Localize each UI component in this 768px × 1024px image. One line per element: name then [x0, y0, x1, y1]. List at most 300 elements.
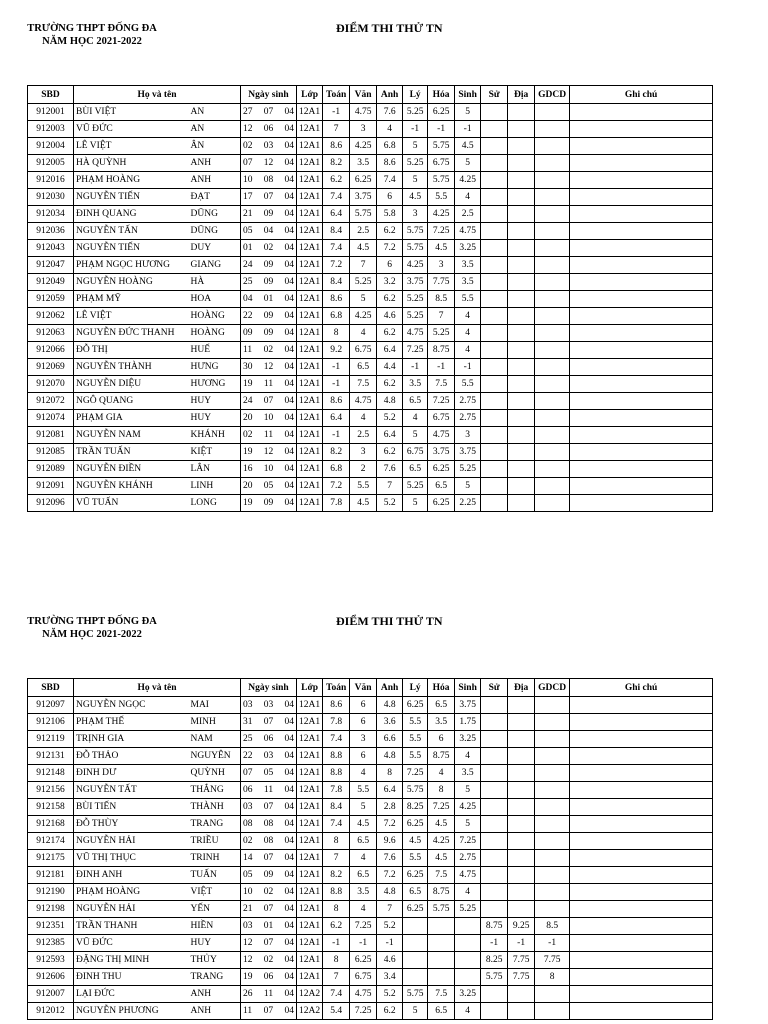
- note-cell: [570, 206, 713, 223]
- literature-score-cell: 6.5: [350, 867, 377, 884]
- english-score-cell: 4.8: [377, 697, 403, 714]
- literature-score-cell: 4.25: [350, 308, 377, 325]
- geography-score-cell: [508, 189, 535, 206]
- note-cell: [570, 884, 713, 901]
- given-name-cell: HƯNG: [189, 359, 241, 376]
- dob-year: 04: [284, 277, 294, 287]
- sbd-cell: 912593: [28, 952, 74, 969]
- surname-cell: TRỊNH GIA: [74, 731, 189, 748]
- math-score-cell: 6.4: [323, 410, 350, 427]
- history-score-cell: [481, 155, 508, 172]
- table-row: [28, 952, 713, 969]
- geography-score-cell: 9.25: [508, 918, 535, 935]
- literature-score-cell: 6: [350, 714, 377, 731]
- dob-cell: [241, 138, 297, 155]
- physics-score-cell: 5: [403, 427, 428, 444]
- english-score-cell: 6.2: [377, 376, 403, 393]
- geography-score-cell: [508, 393, 535, 410]
- note-cell: [570, 478, 713, 495]
- surname-cell: ĐỖ THÙY: [74, 816, 189, 833]
- physics-score-cell: 6.25: [403, 816, 428, 833]
- literature-score-cell: 5.5: [350, 782, 377, 799]
- english-score-cell: 4: [377, 121, 403, 138]
- biology-score-cell: [455, 952, 481, 969]
- civics-score-cell: [535, 1003, 570, 1020]
- english-score-cell: 7.2: [377, 816, 403, 833]
- history-score-cell: [481, 765, 508, 782]
- civics-score-cell: [535, 342, 570, 359]
- history-score-cell: [481, 986, 508, 1003]
- surname-cell: PHẠM HOÀNG: [74, 172, 189, 189]
- history-score-cell: [481, 478, 508, 495]
- chemistry-score-cell: [428, 969, 455, 986]
- physics-score-cell: 5.75: [403, 986, 428, 1003]
- literature-score-cell: 4: [350, 325, 377, 342]
- class-cell: 12A1: [297, 223, 323, 240]
- note-cell: [570, 138, 713, 155]
- civics-score-cell: [535, 172, 570, 189]
- math-score-cell: 8.4: [323, 799, 350, 816]
- chemistry-score-cell: 6.25: [428, 104, 455, 121]
- math-score-cell: 8.6: [323, 138, 350, 155]
- class-cell: 12A2: [297, 1003, 323, 1020]
- dob-year: 04: [284, 311, 294, 321]
- dob-cell: [241, 918, 297, 935]
- dob-day: 21: [243, 904, 253, 914]
- dob-day: 17: [243, 192, 253, 202]
- chemistry-score-cell: 6.5: [428, 478, 455, 495]
- dob-year: 04: [284, 294, 294, 304]
- physics-score-cell: 6.25: [403, 697, 428, 714]
- dob-day: 24: [243, 396, 253, 406]
- note-cell: [570, 410, 713, 427]
- geography-score-cell: [508, 816, 535, 833]
- note-cell: [570, 189, 713, 206]
- geography-score-cell: [508, 748, 535, 765]
- table-body: [28, 697, 713, 1020]
- dob-year: 04: [284, 751, 294, 761]
- dob-day: 12: [243, 124, 253, 134]
- physics-score-cell: 5: [403, 1003, 428, 1020]
- physics-score-cell: 5.75: [403, 782, 428, 799]
- table-row: [28, 714, 713, 731]
- math-score-cell: 7.4: [323, 189, 350, 206]
- sbd-cell: 912351: [28, 918, 74, 935]
- math-score-cell: -1: [323, 427, 350, 444]
- surname-cell: TRẦN THANH: [74, 918, 189, 935]
- geography-score-cell: [508, 444, 535, 461]
- literature-score-cell: 4: [350, 850, 377, 867]
- note-cell: [570, 308, 713, 325]
- dob-month: 07: [263, 938, 274, 948]
- column-header: Họ và tên: [74, 679, 241, 697]
- chemistry-score-cell: 3.5: [428, 714, 455, 731]
- sbd-cell: 912085: [28, 444, 74, 461]
- class-cell: 12A1: [297, 376, 323, 393]
- biology-score-cell: 2.5: [455, 206, 481, 223]
- physics-score-cell: 6.25: [403, 901, 428, 918]
- biology-score-cell: 5: [455, 104, 481, 121]
- column-header: Sinh: [455, 679, 481, 697]
- physics-score-cell: 6.25: [403, 867, 428, 884]
- history-score-cell: -1: [481, 935, 508, 952]
- sbd-cell: 912001: [28, 104, 74, 121]
- note-cell: [570, 240, 713, 257]
- table-row: [28, 918, 713, 935]
- chemistry-score-cell: 5.75: [428, 901, 455, 918]
- history-score-cell: [481, 799, 508, 816]
- geography-score-cell: [508, 291, 535, 308]
- given-name-cell: DUY: [189, 240, 241, 257]
- note-cell: [570, 816, 713, 833]
- table-row: [28, 155, 713, 172]
- school-year: NĂM HỌC 2021-2022: [42, 36, 142, 47]
- literature-score-cell: 5: [350, 291, 377, 308]
- dob-day: 20: [243, 481, 253, 491]
- note-cell: [570, 918, 713, 935]
- dob-cell: [241, 291, 297, 308]
- chemistry-score-cell: 4.5: [428, 816, 455, 833]
- table-row: [28, 359, 713, 376]
- class-cell: 12A1: [297, 257, 323, 274]
- sbd-cell: 912047: [28, 257, 74, 274]
- biology-score-cell: 3.75: [455, 444, 481, 461]
- dob-month: 11: [263, 989, 274, 999]
- english-score-cell: 5.2: [377, 986, 403, 1003]
- note-cell: [570, 1003, 713, 1020]
- sbd-cell: 912012: [28, 1003, 74, 1020]
- dob-year: 04: [284, 396, 294, 406]
- civics-score-cell: [535, 478, 570, 495]
- geography-score-cell: [508, 731, 535, 748]
- biology-score-cell: 3.25: [455, 731, 481, 748]
- surname-cell: NGUYỄN HẢI: [74, 833, 189, 850]
- dob-month: 08: [263, 819, 274, 829]
- history-score-cell: [481, 427, 508, 444]
- history-score-cell: [481, 257, 508, 274]
- column-header: Sử: [481, 679, 508, 697]
- column-header: Họ và tên: [74, 86, 241, 104]
- class-cell: 12A1: [297, 714, 323, 731]
- biology-score-cell: 3.25: [455, 986, 481, 1003]
- class-cell: 12A1: [297, 274, 323, 291]
- column-header: Văn: [350, 679, 377, 697]
- literature-score-cell: 6.75: [350, 969, 377, 986]
- dob-cell: [241, 697, 297, 714]
- dob-cell: [241, 935, 297, 952]
- table-row: [28, 104, 713, 121]
- physics-score-cell: 5.25: [403, 478, 428, 495]
- dob-month: 07: [263, 853, 274, 863]
- civics-score-cell: [535, 714, 570, 731]
- dob-day: 07: [243, 158, 253, 168]
- dob-day: 01: [243, 243, 253, 253]
- note-cell: [570, 121, 713, 138]
- surname-cell: NGUYỄN NGỌC: [74, 697, 189, 714]
- given-name-cell: GIANG: [189, 257, 241, 274]
- biology-score-cell: 4.75: [455, 223, 481, 240]
- geography-score-cell: [508, 325, 535, 342]
- class-cell: 12A1: [297, 748, 323, 765]
- dob-month: 07: [263, 192, 274, 202]
- biology-score-cell: 5: [455, 782, 481, 799]
- dob-day: 31: [243, 717, 253, 727]
- dob-day: 05: [243, 870, 253, 880]
- dob-year: 04: [284, 785, 294, 795]
- literature-score-cell: 7.5: [350, 376, 377, 393]
- dob-cell: [241, 478, 297, 495]
- physics-score-cell: 5.25: [403, 155, 428, 172]
- english-score-cell: 7.6: [377, 104, 403, 121]
- math-score-cell: 7.4: [323, 731, 350, 748]
- history-score-cell: [481, 206, 508, 223]
- physics-score-cell: 7.25: [403, 342, 428, 359]
- biology-score-cell: 3.75: [455, 697, 481, 714]
- dob-day: 11: [243, 345, 253, 355]
- given-name-cell: THỦY: [189, 952, 241, 969]
- given-name-cell: HUẾ: [189, 342, 241, 359]
- dob-year: 04: [284, 328, 294, 338]
- dob-day: 12: [243, 938, 253, 948]
- sbd-cell: 912003: [28, 121, 74, 138]
- literature-score-cell: 4.75: [350, 393, 377, 410]
- history-score-cell: 8.25: [481, 952, 508, 969]
- note-cell: [570, 731, 713, 748]
- surname-cell: NGUYỄN HẢI: [74, 901, 189, 918]
- chemistry-score-cell: 5.75: [428, 172, 455, 189]
- dob-cell: [241, 952, 297, 969]
- geography-score-cell: [508, 986, 535, 1003]
- dob-month: 11: [263, 430, 274, 440]
- class-cell: 12A1: [297, 121, 323, 138]
- history-score-cell: [481, 325, 508, 342]
- school-name: TRƯỜNG THPT ĐỐNG ĐA: [27, 23, 157, 34]
- biology-score-cell: 5.5: [455, 376, 481, 393]
- dob-month: 02: [263, 243, 274, 253]
- note-cell: [570, 850, 713, 867]
- class-cell: 12A1: [297, 850, 323, 867]
- biology-score-cell: [455, 935, 481, 952]
- dob-year: 04: [284, 141, 294, 151]
- civics-score-cell: [535, 223, 570, 240]
- civics-score-cell: [535, 325, 570, 342]
- physics-score-cell: 4.75: [403, 325, 428, 342]
- chemistry-score-cell: 7.25: [428, 799, 455, 816]
- chemistry-score-cell: [428, 935, 455, 952]
- class-cell: 12A1: [297, 935, 323, 952]
- note-cell: [570, 935, 713, 952]
- dob-month: 12: [263, 362, 274, 372]
- english-score-cell: 7: [377, 478, 403, 495]
- given-name-cell: TRANG: [189, 969, 241, 986]
- english-score-cell: 4.8: [377, 884, 403, 901]
- given-name-cell: HOÀNG: [189, 325, 241, 342]
- class-cell: 12A2: [297, 986, 323, 1003]
- class-cell: 12A1: [297, 240, 323, 257]
- column-header: Toán: [323, 86, 350, 104]
- class-cell: 12A1: [297, 884, 323, 901]
- dob-year: 04: [284, 209, 294, 219]
- table-row: [28, 172, 713, 189]
- math-score-cell: 7.8: [323, 782, 350, 799]
- class-cell: 12A1: [297, 342, 323, 359]
- english-score-cell: 5.2: [377, 495, 403, 512]
- table-row: [28, 782, 713, 799]
- dob-month: 07: [263, 802, 274, 812]
- dob-month: 08: [263, 836, 274, 846]
- chemistry-score-cell: 5.25: [428, 325, 455, 342]
- dob-month: 07: [263, 904, 274, 914]
- history-score-cell: [481, 223, 508, 240]
- sbd-cell: 912158: [28, 799, 74, 816]
- history-score-cell: [481, 461, 508, 478]
- math-score-cell: 8.2: [323, 444, 350, 461]
- geography-score-cell: -1: [508, 935, 535, 952]
- dob-day: 08: [243, 819, 253, 829]
- column-header: SBD: [28, 679, 74, 697]
- note-cell: [570, 342, 713, 359]
- biology-score-cell: 4: [455, 1003, 481, 1020]
- literature-score-cell: 4.25: [350, 138, 377, 155]
- english-score-cell: 5.2: [377, 410, 403, 427]
- literature-score-cell: 4.5: [350, 240, 377, 257]
- dob-month: 02: [263, 955, 274, 965]
- sbd-cell: 912005: [28, 155, 74, 172]
- surname-cell: PHẠM GIA: [74, 410, 189, 427]
- chemistry-score-cell: 4.75: [428, 427, 455, 444]
- chemistry-score-cell: 4.5: [428, 240, 455, 257]
- table-row: [28, 799, 713, 816]
- dob-year: 04: [284, 260, 294, 270]
- dob-year: 04: [284, 802, 294, 812]
- dob-year: 04: [284, 700, 294, 710]
- class-cell: 12A1: [297, 138, 323, 155]
- biology-score-cell: 3.25: [455, 240, 481, 257]
- geography-score-cell: [508, 121, 535, 138]
- class-cell: 12A1: [297, 697, 323, 714]
- history-score-cell: [481, 748, 508, 765]
- history-score-cell: 8.75: [481, 918, 508, 935]
- literature-score-cell: 3: [350, 731, 377, 748]
- literature-score-cell: 4.5: [350, 816, 377, 833]
- literature-score-cell: 5.75: [350, 206, 377, 223]
- note-cell: [570, 172, 713, 189]
- geography-score-cell: [508, 495, 535, 512]
- table-row: [28, 935, 713, 952]
- chemistry-score-cell: 3.75: [428, 444, 455, 461]
- dob-year: 04: [284, 345, 294, 355]
- column-header: Hóa: [428, 86, 455, 104]
- geography-score-cell: 7.75: [508, 969, 535, 986]
- sbd-cell: 912007: [28, 986, 74, 1003]
- literature-score-cell: 3.75: [350, 189, 377, 206]
- dob-day: 03: [243, 921, 253, 931]
- history-score-cell: 5.75: [481, 969, 508, 986]
- note-cell: [570, 867, 713, 884]
- english-score-cell: 7.6: [377, 850, 403, 867]
- biology-score-cell: 4: [455, 189, 481, 206]
- given-name-cell: TRANG: [189, 816, 241, 833]
- biology-score-cell: 1.75: [455, 714, 481, 731]
- surname-cell: VŨ ĐỨC: [74, 935, 189, 952]
- english-score-cell: 4.8: [377, 748, 403, 765]
- dob-month: 01: [263, 921, 274, 931]
- dob-month: 10: [263, 464, 274, 474]
- physics-score-cell: 4.5: [403, 189, 428, 206]
- dob-year: 04: [284, 107, 294, 117]
- biology-score-cell: 3.5: [455, 765, 481, 782]
- dob-day: 27: [243, 107, 253, 117]
- note-cell: [570, 257, 713, 274]
- table-row: [28, 444, 713, 461]
- surname-cell: NGUYỄN ĐIỀN: [74, 461, 189, 478]
- dob-cell: [241, 172, 297, 189]
- dob-cell: [241, 342, 297, 359]
- dob-month: 01: [263, 294, 274, 304]
- geography-score-cell: [508, 223, 535, 240]
- given-name-cell: HIỀN: [189, 918, 241, 935]
- math-score-cell: 7: [323, 969, 350, 986]
- given-name-cell: HUY: [189, 935, 241, 952]
- english-score-cell: 4.6: [377, 952, 403, 969]
- surname-cell: ĐINH ANH: [74, 867, 189, 884]
- literature-score-cell: -1: [350, 935, 377, 952]
- sbd-cell: 912069: [28, 359, 74, 376]
- chemistry-score-cell: 7.5: [428, 867, 455, 884]
- dob-year: 04: [284, 768, 294, 778]
- literature-score-cell: 4.75: [350, 104, 377, 121]
- history-score-cell: [481, 833, 508, 850]
- sbd-cell: 912106: [28, 714, 74, 731]
- math-score-cell: 8.4: [323, 274, 350, 291]
- math-score-cell: 8: [323, 833, 350, 850]
- civics-score-cell: [535, 850, 570, 867]
- english-score-cell: 8.6: [377, 155, 403, 172]
- dob-year: 04: [284, 904, 294, 914]
- math-score-cell: 8.6: [323, 697, 350, 714]
- dob-cell: [241, 308, 297, 325]
- table-row: [28, 816, 713, 833]
- literature-score-cell: 6.25: [350, 952, 377, 969]
- dob-cell: [241, 461, 297, 478]
- physics-score-cell: [403, 918, 428, 935]
- english-score-cell: 6.2: [377, 1003, 403, 1020]
- surname-cell: NGÔ QUANG: [74, 393, 189, 410]
- geography-score-cell: [508, 765, 535, 782]
- header-row: [28, 679, 713, 697]
- english-score-cell: 8: [377, 765, 403, 782]
- sbd-cell: 912119: [28, 731, 74, 748]
- math-score-cell: 7.8: [323, 714, 350, 731]
- table-row: [28, 325, 713, 342]
- chemistry-score-cell: 8.75: [428, 884, 455, 901]
- dob-day: 05: [243, 226, 253, 236]
- chemistry-score-cell: 6.5: [428, 697, 455, 714]
- sbd-cell: 912016: [28, 172, 74, 189]
- biology-score-cell: 5.25: [455, 461, 481, 478]
- dob-day: 24: [243, 260, 253, 270]
- civics-score-cell: -1: [535, 935, 570, 952]
- physics-score-cell: 5.75: [403, 223, 428, 240]
- class-cell: 12A1: [297, 731, 323, 748]
- given-name-cell: THẮNG: [189, 782, 241, 799]
- column-header: Lớp: [297, 679, 323, 697]
- note-cell: [570, 799, 713, 816]
- history-score-cell: [481, 1003, 508, 1020]
- class-cell: 12A1: [297, 427, 323, 444]
- note-cell: [570, 969, 713, 986]
- class-cell: 12A1: [297, 393, 323, 410]
